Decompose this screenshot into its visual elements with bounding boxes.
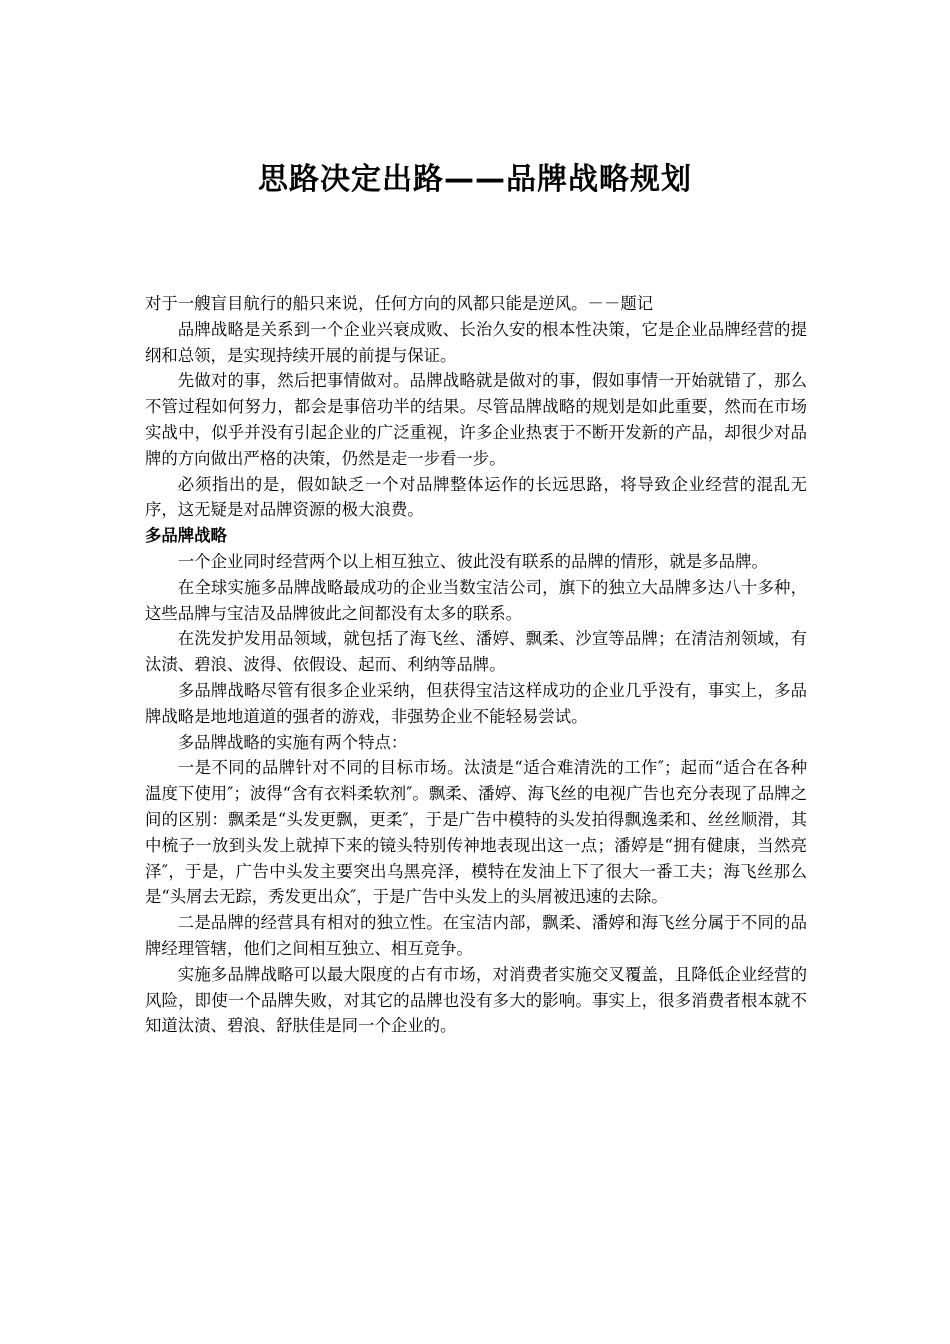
- paragraph: 多品牌战略的实施有两个特点：: [177, 732, 408, 752]
- paragraph: 在全球实施多品牌战略最成功的企业当数宝洁公司，旗下的独立大品牌多达八十多种，这些品牌与宝洁及品牌彼此之间都没有太多的联系。: [145, 577, 807, 623]
- paragraph: 必须指出的是，假如缺乏一个对品牌整体运作的长远思路，将导致企业经营的混乱无序，这无疑是对品牌资源的极大浪费。: [145, 474, 807, 520]
- document-body: [145, 291, 807, 1039]
- paragraph: 实施多品牌战略可以最大限度的占有市场，对消费者实施交叉覆盖，且降低企业经营的风险，即使一个品牌失败，对其它的品牌也没有多大的影响。事实上，很多消费者根本就不知道汰渍、碧浪、舒肤佳是同一个企业的。: [145, 964, 807, 1036]
- section-heading: 多品牌战略: [145, 526, 227, 546]
- paragraph: 一个企业同时经营两个以上相互独立、彼此没有联系的品牌的情形，就是多品牌。: [177, 551, 768, 571]
- paragraph: 一是不同的品牌针对不同的目标市场。汰渍是“适合难清洗的工作″；起而“适合在各种温度下使用″；波得“含有衣料柔软剂″。飘柔、潘婷、海飞丝的电视广告也充分表现了品牌之间的区别：飘柔是“头发更飘，更柔″，于是广告中模特的头发拍得飘逸柔和、丝丝顺滑，其中梳子一放到头发上就掉下来的镜头特别传神地表现出这一点；潘婷是“拥有健康，当然亮泽″，于是，广告中头发主要突出乌黑亮泽，模特在发油上下了很大一番工夫；海飞丝那么是“头屑去无踪，秀发更出众″，于是广告中头发上的头屑被迅速的去除。: [145, 758, 807, 907]
- epigraph: 对于一艘盲目航行的船只来说，任何方向的风都只能是逆风。－－题记: [145, 294, 654, 313]
- paragraph: 多品牌战略尽管有很多企业采纳，但获得宝洁这样成功的企业几乎没有，事实上，多品牌战略是地地道道的强者的游戏，非强势企业不能轻易尝试。: [145, 680, 807, 726]
- paragraph: 在洗发护发用品领域，就包括了海飞丝、潘婷、飘柔、沙宣等品牌；在清洁剂领域，有汰渍、碧浪、波得、依假设、起而、利纳等品牌。: [145, 629, 807, 675]
- paragraph: 二是品牌的经营具有相对的独立性。在宝洁内部，飘柔、潘婷和海飞丝分属于不同的品牌经理管辖，他们之间相互独立、相互竞争。: [145, 913, 807, 958]
- paragraph: 先做对的事，然后把事情做对。品牌战略就是做对的事，假如事情一开始就错了，那么不管过程如何努力，都会是事倍功半的结果。尽管品牌战略的规划是如此重要，然而在市场实战中，似乎并没有引起企业的广泛重视，许多企业热衷于不断开发新的产品，却很少对品牌的方向做出严格的决策，仍然是走一步看一步。: [145, 371, 807, 468]
- document-title: 思路决定出路——品牌战略规划: [258, 162, 692, 197]
- paragraph: 品牌战略是关系到一个企业兴衰成败、长治久安的根本性决策，它是企业品牌经营的提纲和总领，是实现持续开展的前提与保证。: [145, 319, 807, 365]
